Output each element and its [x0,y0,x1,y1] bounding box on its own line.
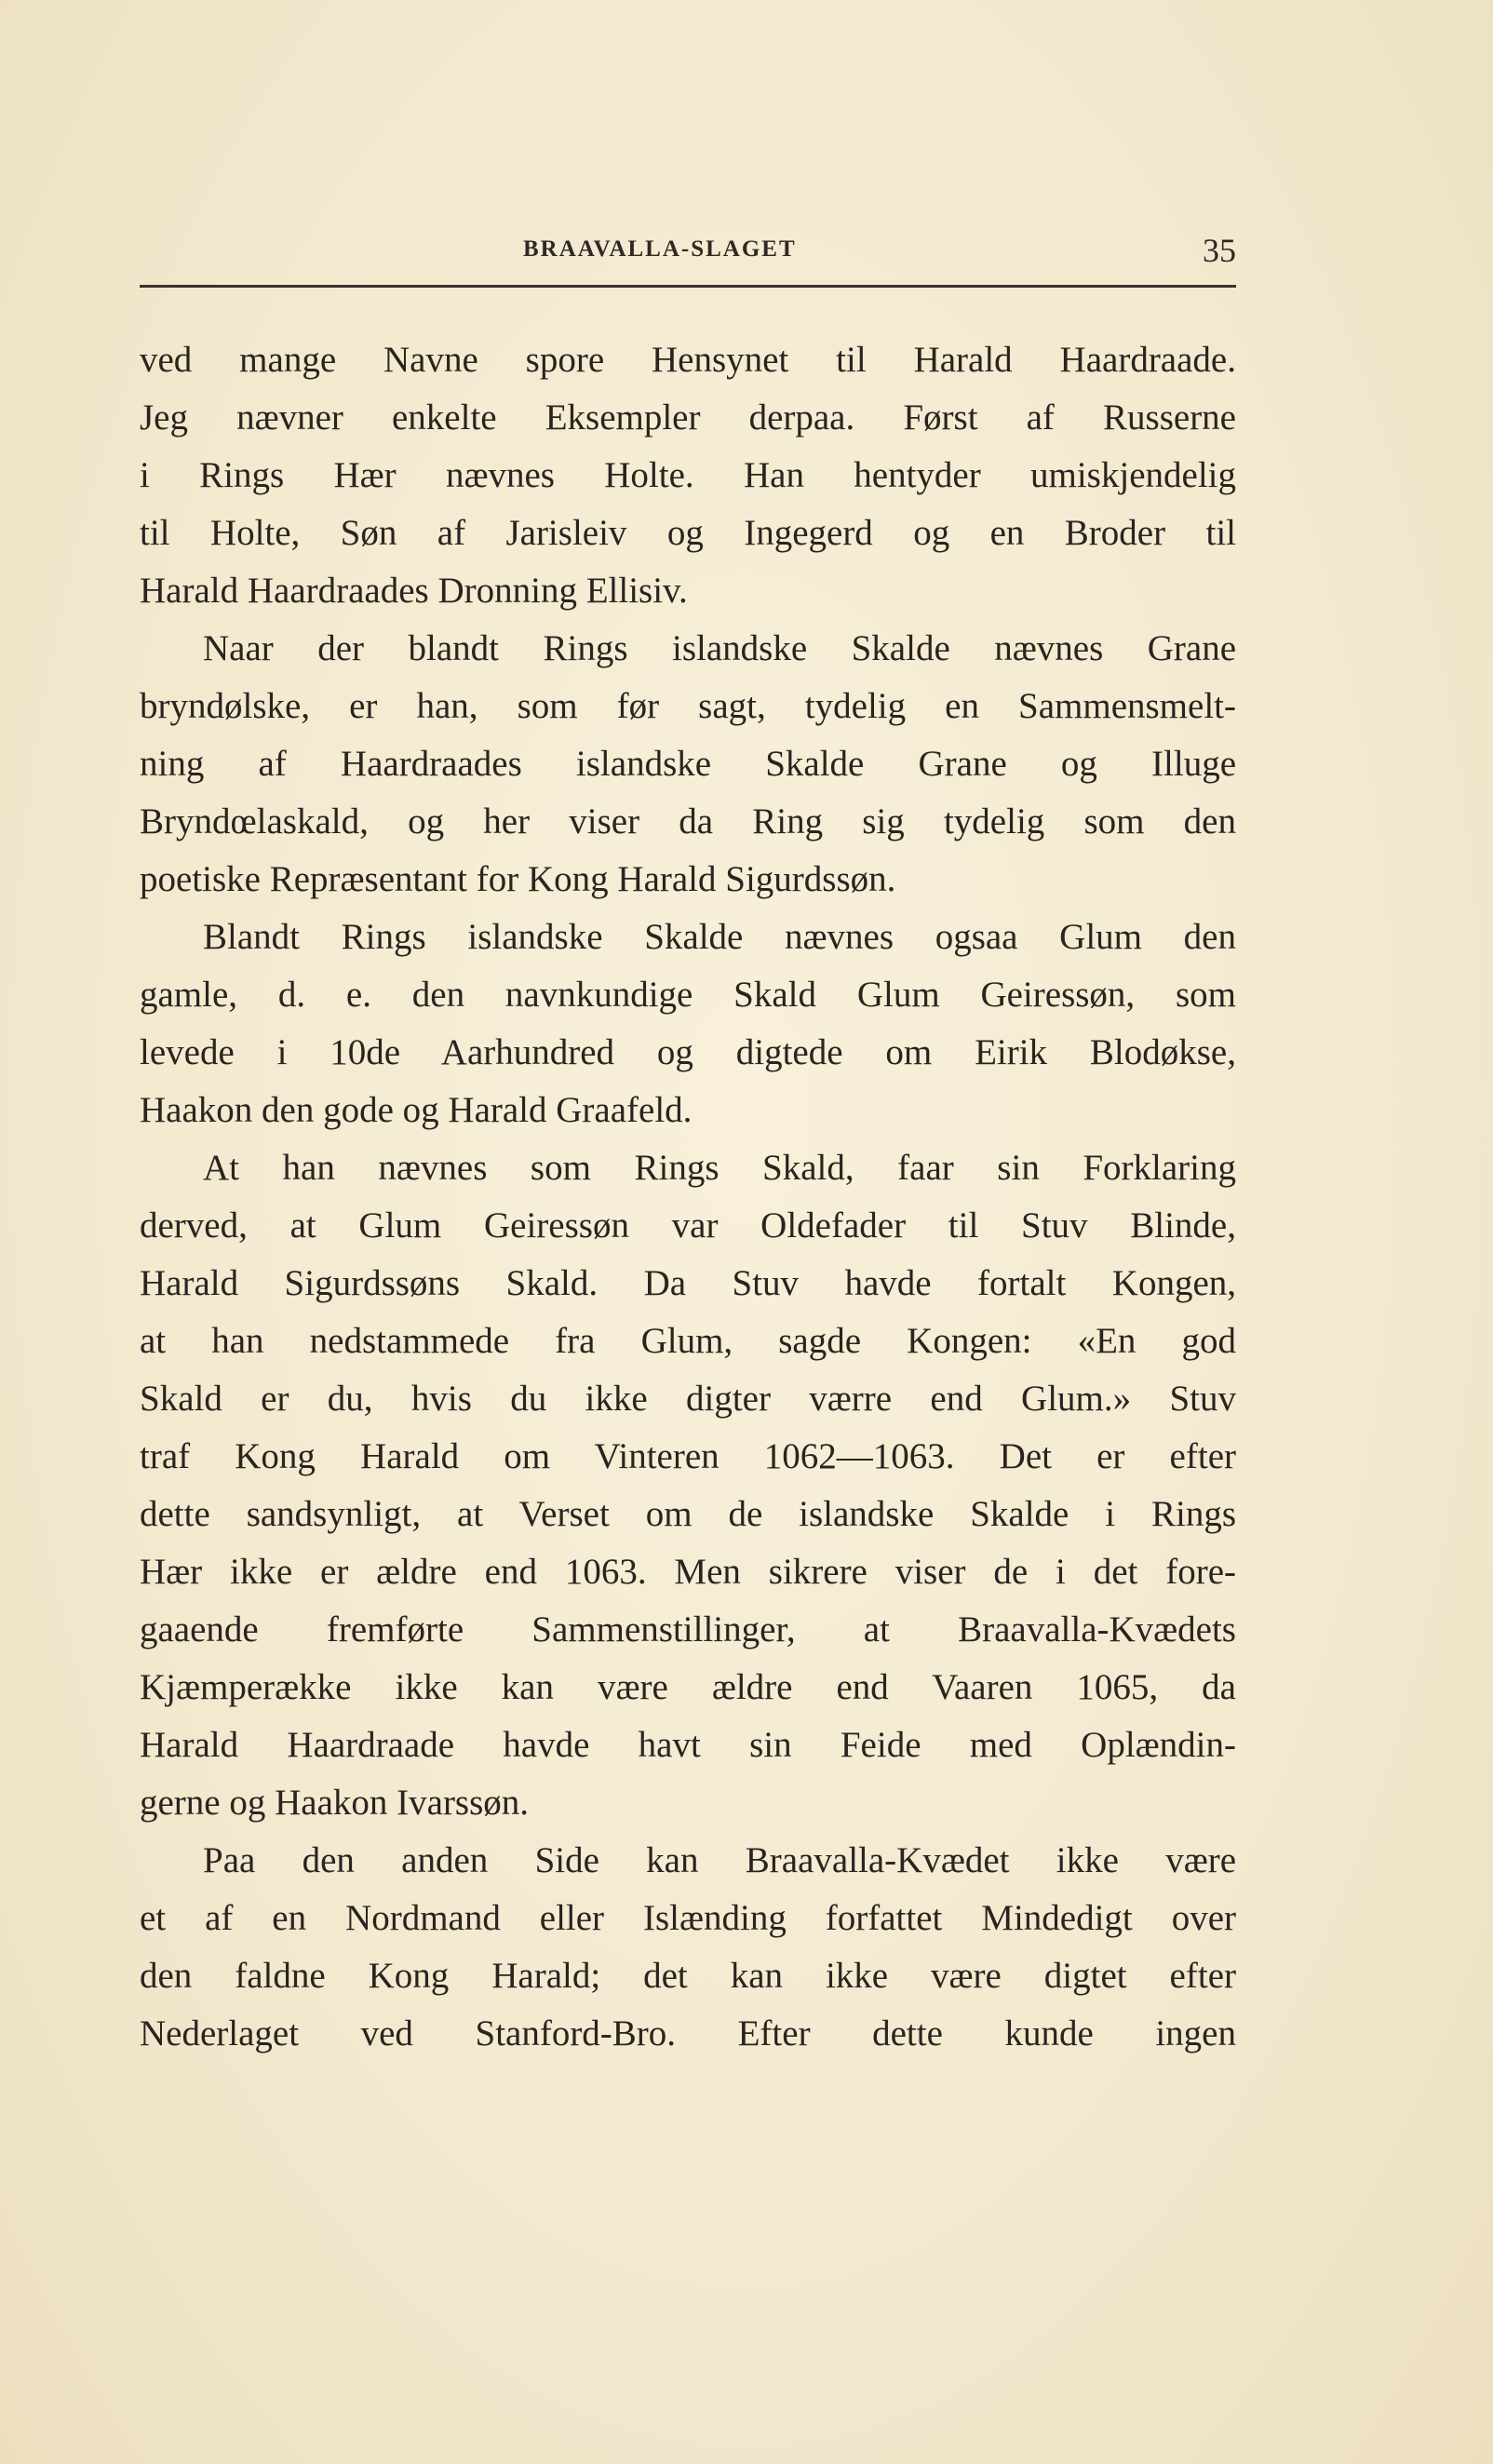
text-line: Kjæmperække ikke kan være ældre end Vaaren 1065, da [140,1667,1236,1707]
text-line: Harald Haardraade havde havt sin Feide med Oplændin- [140,1725,1236,1765]
text-line: Harald Haardraades Dronning Ellisiv. [140,571,688,611]
text-line: til Holte, Søn af Jarisleiv og Ingegerd og en Broder til [140,513,1236,553]
text-line: levede i 10de Aarhundred og digtede om Eirik Blodøkse, [140,1032,1236,1072]
text-line: dette sandsynligt, at Verset om de islandske Skalde i Rings [140,1494,1236,1534]
text-line: Nederlaget ved Stanford-Bro. Efter dette kunde ingen [140,2013,1236,2053]
text-line: Harald Sigurdssøns Skald. Da Stuv havde fortalt Kongen, [140,1263,1236,1303]
text-line: et af en Nordmand eller Islænding forfattet Mindedigt over [140,1898,1236,1938]
text-line: gaaende fremførte Sammenstillinger, at Braavalla-Kvædets [140,1609,1236,1649]
text-line: ved mange Navne spore Hensynet til Harald Haardraade. [140,340,1236,380]
text-line: Paa den anden Side kan Braavalla-Kvædet ikke være [203,1840,1236,1880]
text-line: Bryndœlaskald, og her viser da Ring sig tydelig som den [140,801,1236,842]
text-line: Skald er du, hvis du ikke digter værre end Glum.» Stuv [140,1379,1236,1419]
text-line: Haakon den gode og Harald Graafeld. [140,1090,693,1130]
text-line: i Rings Hær nævnes Holte. Han hentyder umiskjendelig [140,455,1236,495]
text-line: At han nævnes som Rings Skald, faar sin Forklaring [203,1148,1236,1188]
page-header [140,231,1236,277]
text-line: poetiske Repræsentant for Kong Harald Sigurdssøn. [140,859,896,899]
text-line: gerne og Haakon Ivarssøn. [140,1783,530,1823]
page-number: 35 [1203,232,1236,269]
text-line: Hær ikke er ældre end 1063. Men sikrere viser de i det fore- [140,1552,1236,1592]
text-line: at han nedstammede fra Glum, sagde Kongen: «En god [140,1321,1236,1361]
text-line: gamle, d. e. den navnkundige Skald Glum Geiressøn, som [140,975,1236,1015]
text-line: derved, at Glum Geiressøn var Oldefader til Stuv Blinde, [140,1205,1236,1245]
text-line: Blandt Rings islandske Skalde nævnes ogsaa Glum den [203,917,1236,957]
header-rule [140,285,1236,288]
body-text [140,331,1236,2063]
text-line: Naar der blandt Rings islandske Skalde nævnes Grane [203,628,1236,668]
running-head: BRAAVALLA-SLAGET [523,236,797,262]
text-line: den faldne Kong Harald; det kan ikke være digtet efter [140,1956,1236,1996]
text-line: traf Kong Harald om Vinteren 1062—1063. Det er efter [140,1436,1236,1476]
text-line: bryndølske, er han, som før sagt, tydelig en Sammensmelt- [140,686,1236,726]
text-line: Jeg nævner enkelte Eksempler derpaa. Først af Russerne [140,397,1236,438]
book-page [140,0,1236,2464]
text-line: ning af Haardraades islandske Skalde Grane og Illuge [140,744,1236,784]
